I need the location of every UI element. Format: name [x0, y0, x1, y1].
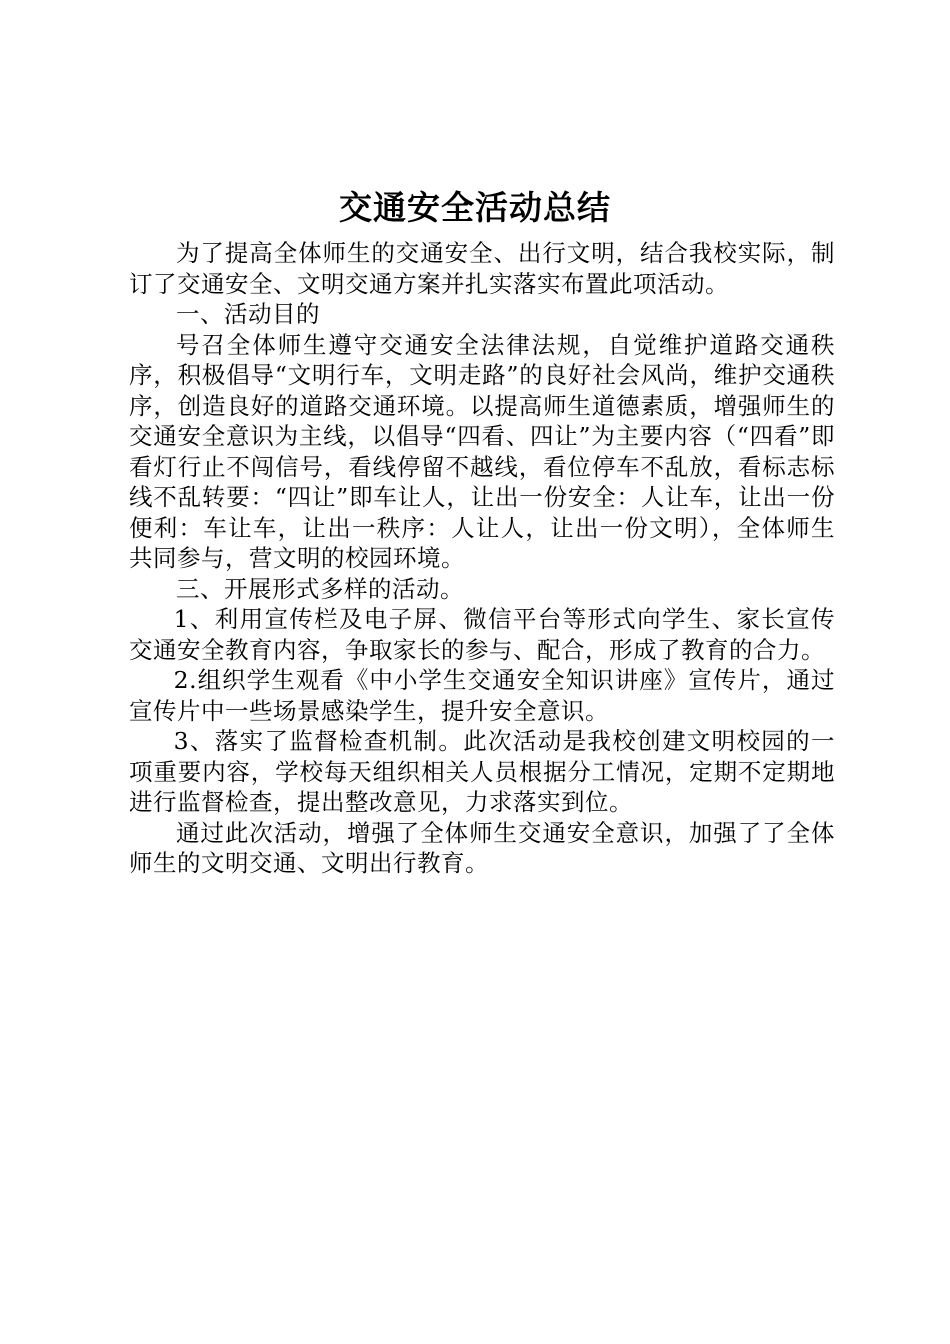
document-title: 交通安全活动总结	[339, 188, 611, 227]
activity-item-1: 1、利用宣传栏及电子屏、微信平台等形式向学生、家长宣传交通安全教育内容，争取家长的参与、配合，形成了教育的合力。	[129, 605, 835, 664]
intro-paragraph: 为了提高全体师生的交通安全、出行文明，结合我校实际，制订了交通安全、文明交通方案并扎实落实布置此项活动。	[129, 239, 835, 298]
activity-item-2: 2.组织学生观看《中小学生交通安全知识讲座》宣传片，通过宣传片中一些场景感染学生，提升安全意识。	[129, 666, 835, 725]
conclusion-paragraph: 通过此次活动，增强了全体师生交通安全意识，加强了了全体师生的文明交通、文明出行教育。	[129, 818, 835, 877]
activity-item-3: 3、落实了监督检查机制。此次活动是我校创建文明校园的一项重要内容，学校每天组织相关人员根据分工情况，定期不定期地进行监督检查，提出整改意见，力求落实到位。	[129, 727, 835, 816]
document-body	[129, 238, 835, 879]
section-heading-activities: 三、开展形式多样的活动。	[176, 574, 464, 603]
section-heading-purpose: 一、活动目的	[176, 300, 320, 328]
purpose-paragraph: 号召全体师生遵守交通安全法律法规，自觉维护道路交通秩序，积极倡导“文明行车，文明走路”的良好社会风尚，维护交通秩序，创造良好的道路交通环境。以提高师生道德素质，增强师生的交通安全意识为主线，以倡导“四看、四让”为主要内容（“四看”即看灯行止不闯信号，看线停留不越线，看位停车不乱放，看标志标线不乱转要：“四让”即车让人，让出一份安全：人让车，让出一份便利：车让车，让出一秩序：人让人，让出一份文明），全体师生共同参与，营文明的校园环境。	[129, 330, 835, 572]
